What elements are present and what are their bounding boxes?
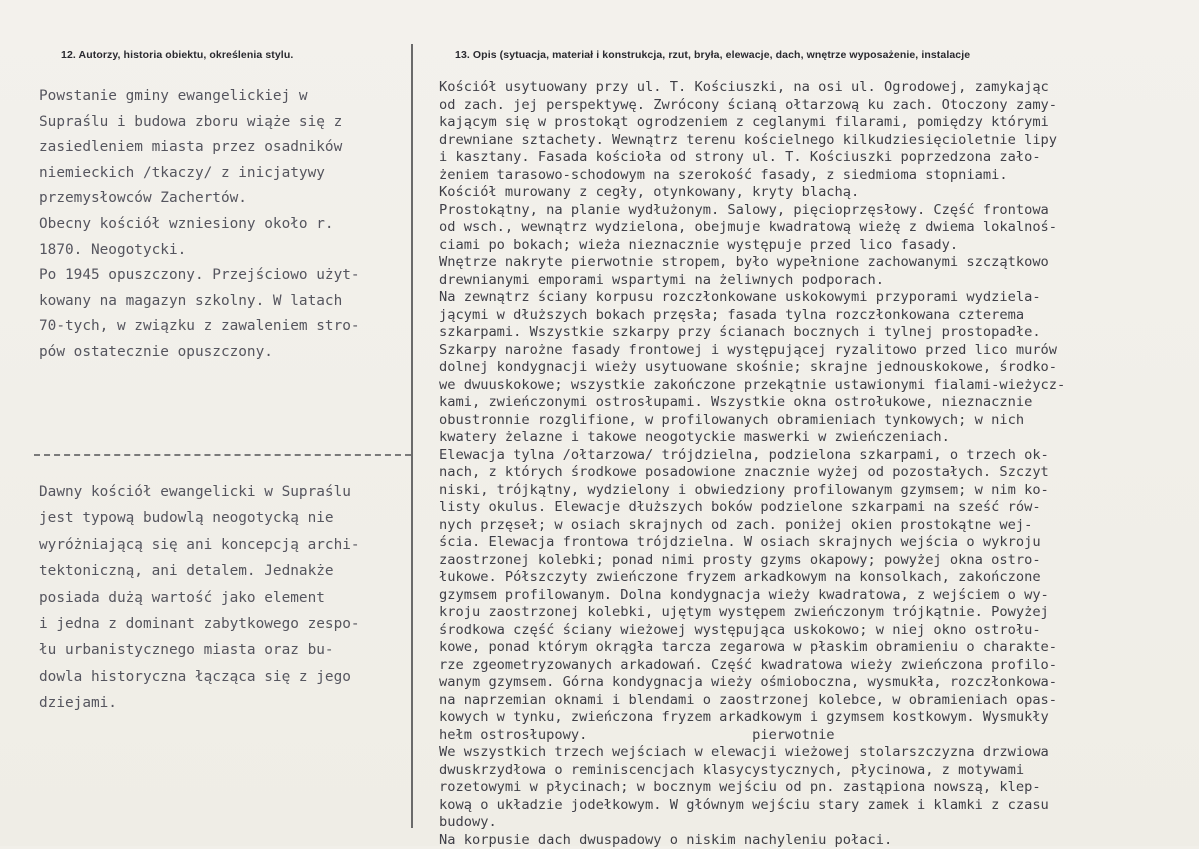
section-13-header: 13. Opis (sytuacja, materiał i konstrukcja, rzut, bryła, elewacje, dach, wnętrze wyposażenie, instalacje [455,49,971,61]
section-12-header: 12. Autorzy, historia obiektu, określenia stylu. [61,49,294,61]
description-text: Kościół usytuowany przy ul. T. Kościuszki, na osi ul. Ogrodowej, zamykając od zach. jej perspektywę. Zwrócony ścianą ołtarzową ku zach. Otoczony zamy- kającym się w prostokąt ogrodzeniem z ceglanymi filarami, pomiędzy którymi drewniane sztachety. Wewnątrz terenu kościelnego kilkudziesięcioletnie lipy i kasztany. Fasada kościoła od strony ul. T. Kościuszki poprzedzona zało- żeniem tarasowo-schodowym na szerokość fasady, z siedmioma stopniami. Kościół murowany z cegły, otynkowany, kryty blachą. Prostokątny, na planie wydłużonym. Salowy, pięcioprzęsłowy. Część frontowa od wsch., wewnątrz wydzielona, obejmuje kwadratową wieżę z dwiema lokalnoś- ciami po bokach; wieża nieznacznie występuje przed lico fasady. Wnętrze nakryte pierwotnie stropem, było wypełnione zachowanymi szczątkowo drewnianymi emporami wspartymi na żeliwnych podporach. Na zewnątrz ściany korpusu rozczłonkowane uskokowymi przyporami wydziela- jącymi w dłuższych bokach przęsła; fasada tylna rozczłonkowana czterema szkarpami. Wszystkie szkarpy przy ścianach bocznych i tylnej prostopadłe. Szkarpy narożne fasady frontowej i występującej ryzalitowo przed lico murów dolnej kondygnacji wieży usytuowane skośnie; skrajne jednouskokowe, środko- we dwuuskokowe; wszystkie zakończone przekątnie ustawionymi fialami-wieżycz- kami, zwieńczonymi ostrosłupami. Wszystkie okna ostrołukowe, nieznacznie obustronnie rozglifione, w profilowanych obramieniach tynkowych; w nich kwatery żelazne i takowe neogotyckie maswerki w zwieńczeniach. Elewacja tylna /ołtarzowa/ trójdzielna, podzielona szkarpami, o trzech ok- nach, z których środkowe posadowione znacznie wyżej od pozostałych. Szczyt niski, trójkątny, wydzielony i obwiedziony profilowanym gzymsem; w nim ko- listy okulus. Elewacje dłuższych boków podzielone szkarpami na sześć rów- nych przęseł; w osiach skrajnych od zach. poniżej okien prostokątne wej- ścia. Elewacja frontowa trójdzielna. W osiach skrajnych wejścia o wykroju zaostrzonej kolebki; ponad nimi prosty gzyms okapowy; powyżej okna ostro- łukowe. Półszczyty zwieńczone fryzem arkadkowym na konsolkach, zakończone gzymsem profilowanym. Dolna kondygnacja wieży kwadratowa, z wejściem o wy- kroju zaostrzonej kolebki, ujętym występem zwieńczonym trójkątnie. Powyżej środkowa część ściany wieżowej występująca uskokowo; w niej okno ostrołu- kowe, ponad którym okrągła tarcza zegarowa w płaskim obramieniu o charakte- rze zgeometryzowanych arkadowań. Część kwadratowa wieży zwieńczona profilo- wanym gzymsem. Górna kondygnacja wieży ośmioboczna, wysmukła, rozczłonkowa- na naprzemian oknami i blendami o zaostrzonej kolebce, w obramieniach opas- kowych w tynku, zwieńczona fryzem arkadkowym i gzymsem kostkowym. Wysmukły hełm ostrosłupowy. pierwotnie We wszystkich trzech wejściach w elewacji wieżowej stolarszczyzna drzwiowa dwuskrzydłowa o reminiscencjach klasycystycznych, płycinowa, z motywami rozetowymi w płycinach; w bocznym wejściu od pn. zastąpiona nowszą, klep- kową o układzie jodełkowym. W głównym wejściu stary zamek i klamki z czasu budowy. Na korpusie dach dwuspadowy o niskim nachyleniu połaci. [439,79,1066,848]
vertical-divider [411,44,413,828]
history-text: Powstanie gminy ewangelickiej w Supraślu i budowa zboru wiąże się z zasiedleniem miasta przez osadników niemieckich /tkaczy/ z inicjatywy przemysłowców Zachertów. Obecny kościół wzniesiony około r. 1870. Neogotycki. Po 1945 opuszczony. Przejściowo użyt- kowany na magazyn szkolny. W latach 70-tych, w związku z zawaleniem stro- pów ostatecznie opuszczony. [39,88,360,360]
horizontal-divider [34,454,411,456]
assessment-text: Dawny kościół ewangelicki w Supraślu jest typową budowlą neogotycką nie wyróżniającą się ani koncepcją archi- tektoniczną, ani detalem. Jednakże posiada dużą wartość jako element i jedna z dominant zabytkowego zespo- łu urbanistycznego miasta oraz bu- dowla historyczna łącząca się z jego dziejami. [39,484,360,712]
